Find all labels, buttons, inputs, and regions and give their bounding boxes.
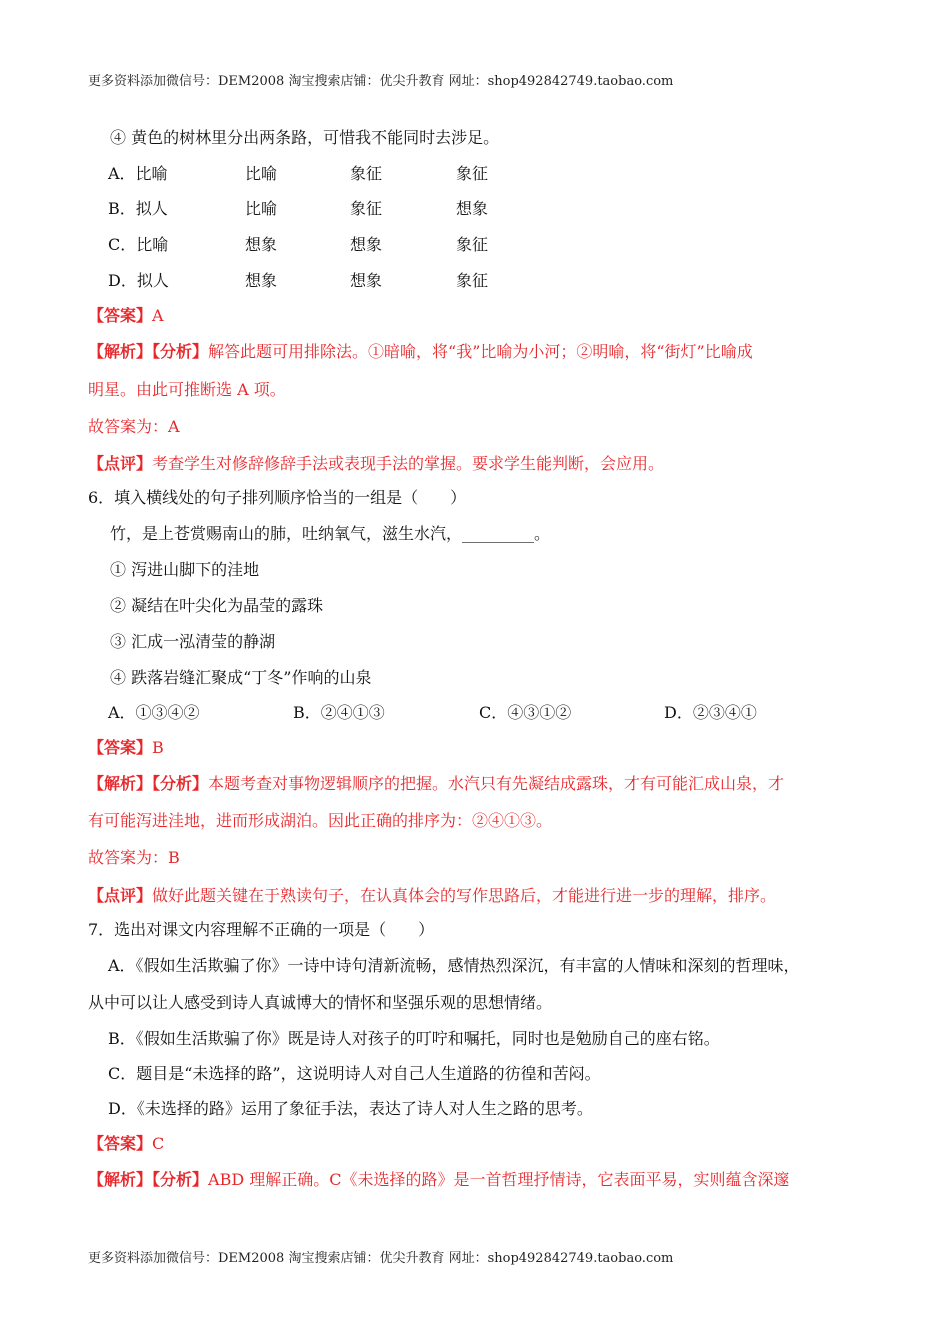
q5-answer — [88, 306, 164, 326]
q5-option-d-col3: 想象 — [350, 271, 383, 290]
q5-analysis-line2: 明星。由此可推断选 A 项。 — [88, 380, 286, 399]
q7-stem: 7．选出对课文内容理解不正确的一项是（ ） — [88, 920, 435, 939]
q7-option-d: D．《未选择的路》运用了象征手法，表达了诗人对人生之路的思考。 — [108, 1099, 593, 1118]
answer-tag: 【答案】 — [88, 738, 153, 757]
q5-option-c-col4: 象征 — [456, 235, 489, 254]
page-header: 更多资料添加微信号：DEM2008 淘宝搜索店铺：优尖升教育 网址：shop492842749.taobao.com — [88, 74, 674, 89]
comment-tag: 【点评】 — [88, 454, 153, 473]
q5-option-a-col1: A．比喻 — [108, 164, 168, 183]
q6-item-1: ① 泻进山脚下的洼地 — [110, 560, 260, 579]
q7-option-a-line1: A．《假如生活欺骗了你》一诗中诗句清新流畅，感情热烈深沉，有丰富的人情味和深刻的哲理味， — [108, 956, 800, 975]
q5-option-b-col1: B．拟人 — [108, 199, 168, 218]
answer-tag: 【答案】 — [88, 306, 153, 325]
q5-option-b-col2: 比喻 — [245, 199, 278, 218]
q6-option-b: B．②④①③ — [293, 703, 385, 722]
q5-item-4: ④ 黄色的树林里分出两条路，可惜我不能同时去涉足。 — [110, 128, 500, 147]
q6-analysis-line1 — [88, 774, 784, 794]
q7-option-b: B．《假如生活欺骗了你》既是诗人对孩子的叮咛和嘱托，同时也是勉励自己的座右铭。 — [108, 1029, 720, 1048]
q5-final-answer: 故答案为：A — [88, 417, 180, 436]
q5-option-c-col2: 想象 — [245, 235, 278, 254]
answer-value: A — [152, 306, 164, 325]
page-footer: 更多资料添加微信号：DEM2008 淘宝搜索店铺：优尖升教育 网址：shop492842749.taobao.com — [88, 1251, 674, 1266]
q6-analysis-line2: 有可能泻进洼地，进而形成湖泊。因此正确的排序为：②④①③。 — [88, 811, 553, 830]
answer-value: B — [152, 738, 164, 757]
answer-tag: 【答案】 — [88, 1134, 153, 1153]
q5-option-a-col4: 象征 — [456, 164, 489, 183]
q7-analysis-line1 — [88, 1170, 790, 1190]
q5-option-d-col2: 想象 — [245, 271, 278, 290]
answer-value: C — [152, 1134, 165, 1153]
q7-answer — [88, 1134, 164, 1154]
comment-tag: 【点评】 — [88, 886, 153, 905]
q5-analysis-line1 — [88, 342, 753, 362]
analysis-tags: 【解析】【分析】 — [88, 1170, 209, 1189]
q5-option-b-col3: 象征 — [350, 199, 383, 218]
q7-option-a-line2: 从中可以让人感受到诗人真诚博大的情怀和坚强乐观的思想情绪。 — [88, 993, 553, 1012]
q5-option-a-col2: 比喻 — [245, 164, 278, 183]
q5-option-a-col3: 象征 — [350, 164, 383, 183]
q5-option-c-col1: C．比喻 — [108, 235, 169, 254]
q6-option-d: D．②③④① — [664, 703, 757, 722]
q6-sentence: 竹，是上苍赏赐南山的肺，吐纳氧气，滋生水汽，_________。 — [110, 524, 551, 543]
q5-comment — [88, 454, 664, 474]
q6-option-a: A．①③④② — [108, 703, 200, 722]
q6-final-answer: 故答案为：B — [88, 848, 180, 867]
q5-option-c-col3: 想象 — [350, 235, 383, 254]
comment-text: 考查学生对修辞修辞手法或表现手法的掌握。要求学生能判断，会应用。 — [152, 454, 665, 473]
q6-answer — [88, 738, 164, 758]
q6-item-2: ② 凝结在叶尖化为晶莹的露珠 — [110, 596, 324, 615]
analysis-text: 本题考查对事物逻辑顺序的把握。水汽只有先凝结成露珠，才有可能汇成山泉，才 — [208, 774, 785, 793]
analysis-tags: 【解析】【分析】 — [88, 342, 209, 361]
q7-option-c: C．题目是“未选择的路”，这说明诗人对自己人生道路的彷徨和苦闷。 — [108, 1064, 601, 1083]
q6-stem: 6．填入横线处的句子排列顺序恰当的一组是（ ） — [88, 488, 467, 507]
q6-option-c: C．④③①② — [479, 703, 572, 722]
analysis-tags: 【解析】【分析】 — [88, 774, 209, 793]
q5-option-d-col1: D．拟人 — [108, 271, 169, 290]
q5-option-d-col4: 象征 — [456, 271, 489, 290]
analysis-text: ABD 理解正确。C《未选择的路》是一首哲理抒情诗，它表面平易，实则蕴含深邃 — [208, 1170, 790, 1189]
q6-comment — [88, 886, 776, 906]
q6-item-4: ④ 跌落岩缝汇聚成“丁冬”作响的山泉 — [110, 668, 372, 687]
q6-item-3: ③ 汇成一泓清莹的静湖 — [110, 632, 276, 651]
analysis-text: 解答此题可用排除法。①暗喻，将“我”比喻为小河；②明喻，将“街灯”比喻成 — [208, 342, 753, 361]
comment-text: 做好此题关键在于熟读句子，在认真体会的写作思路后，才能进行进一步的理解，排序。 — [152, 886, 777, 905]
q5-option-b-col4: 想象 — [456, 199, 489, 218]
